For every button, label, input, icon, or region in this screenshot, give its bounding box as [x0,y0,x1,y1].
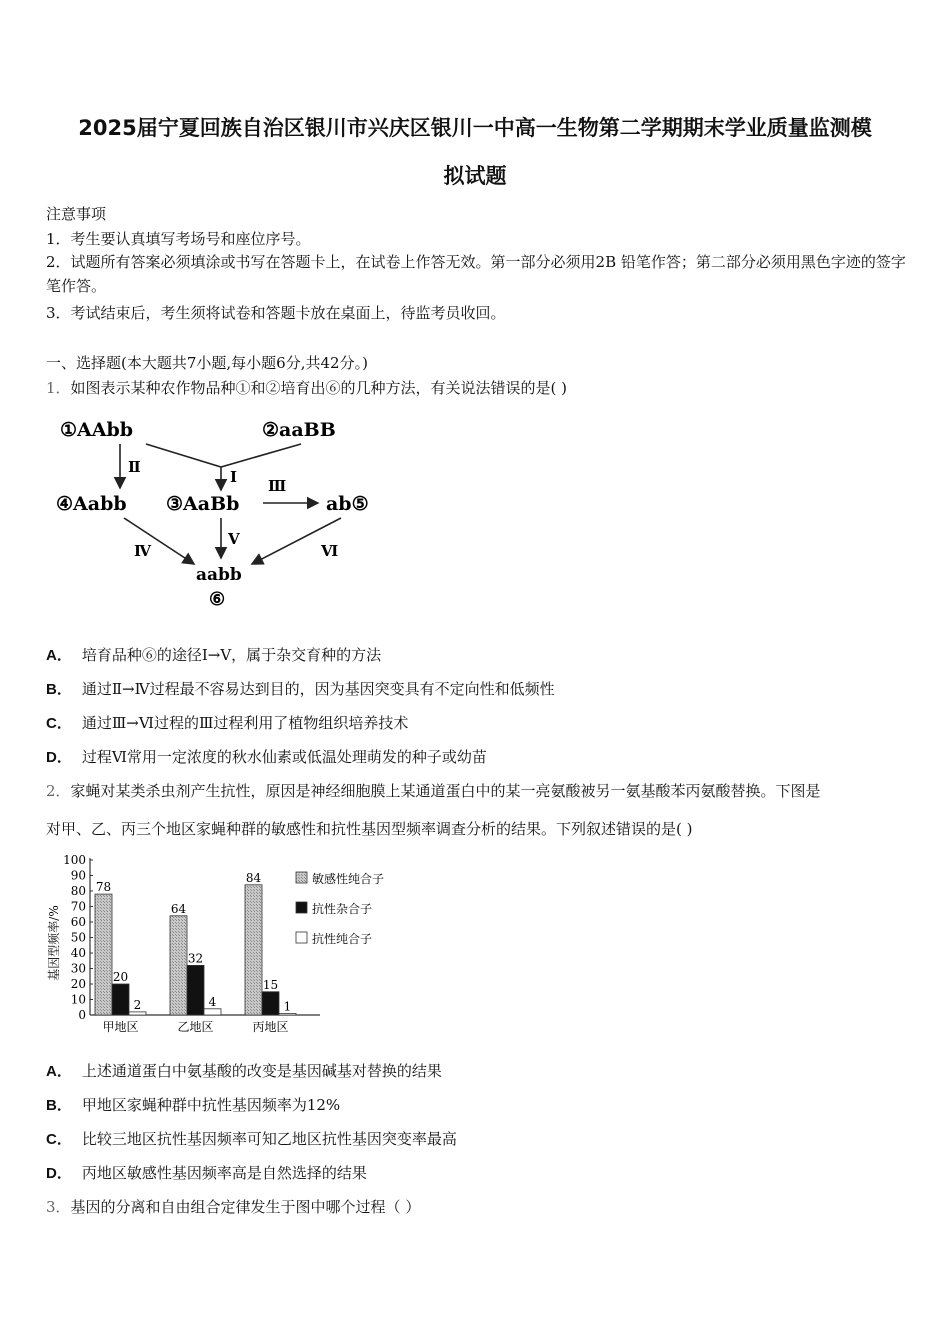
node-4: ④Aabb [56,493,127,515]
node-3: ③AaBb [166,493,240,515]
bar-value-label: 4 [208,994,217,1009]
q1-option-b-key: B． [46,681,72,698]
node-1: ①AAbb [60,419,134,441]
notice-item-2: 2．试题所有答案必须填涂或书写在答题卡上，在试卷上作答无效。第一部分必须用2B 铅笔作答；第二部分必须用黑色字迹的签字笔作答。 [46,253,906,295]
notice-item-1: 1．考生要认真填写考场号和座位序号。 [46,230,311,248]
q2-option-c[interactable] [46,1128,457,1149]
notice-heading: 注意事项 [46,205,107,223]
legend-label: 抗性杂合子 [312,902,373,916]
bar [245,885,262,1015]
label-II: Ⅱ [128,458,141,476]
question-1-text: 如图表示某种农作物品种①和②培育出⑥的几种方法，有关说法错误的是( ) [70,379,568,397]
q1-option-c-text: 通过Ⅲ→Ⅵ过程的Ⅲ过程利用了植物组织培养技术 [81,714,409,732]
node-6-number: ⑥ [209,589,226,610]
bar [262,992,279,1015]
q1-option-d[interactable] [46,746,487,767]
question-1-stem [46,377,567,398]
y-axis-label: 基因型频率/% [47,905,61,981]
cross-lines [146,444,301,467]
question-2-number: 2． [46,782,71,800]
bar-value-label: 64 [170,901,187,916]
y-tick-label: 70 [70,899,86,914]
x-category-label: 丙地区 [252,1020,289,1034]
q2-option-d-key: D． [46,1165,72,1182]
y-tick-label: 100 [63,853,86,867]
q1-option-b[interactable] [46,678,555,699]
question-3-number: 3． [46,1198,71,1216]
bar [170,916,187,1015]
q1-option-a[interactable] [46,644,381,665]
q1-option-d-text: 过程Ⅵ常用一定浓度的秋水仙素或低温处理萌发的种子或幼苗 [81,748,487,766]
node-5: ab⑤ [326,493,369,515]
legend-swatch [296,932,307,943]
q1-option-c-key: C． [46,715,72,732]
question-3-stem [46,1196,420,1217]
node-2: ②aaBB [262,419,336,441]
y-tick-label: 10 [70,992,86,1007]
q2-option-d[interactable] [46,1162,367,1183]
x-category-label: 乙地区 [177,1020,214,1034]
label-I: Ⅰ [230,468,238,486]
q2-option-a-key: A． [46,1063,72,1080]
x-category-label: 甲地区 [102,1020,139,1034]
bar-value-label: 84 [245,870,262,885]
question-3-text: 基因的分离和自由组合定律发生于图中哪个过程（ ） [70,1198,421,1216]
q1-option-b-text: 通过Ⅱ→Ⅳ过程最不容易达到目的，因为基因突变具有不定向性和低频性 [81,680,555,698]
breeding-diagram [56,412,386,612]
bar [187,965,204,1015]
legend-label: 抗性纯合子 [312,932,373,946]
exam-title-line1: 2025届宁夏回族自治区银川市兴庆区银川一中高一生物第二学期期末学业质量监测模 [78,116,872,140]
q2-option-a-text: 上述通道蛋白中氨基酸的改变是基因碱基对替换的结果 [81,1062,442,1080]
exam-title-line2: 拟试题 [443,164,507,188]
label-V: Ⅴ [228,530,240,548]
q2-option-c-key: C． [46,1131,72,1148]
y-tick-label: 20 [70,977,86,991]
bar [204,1009,221,1015]
label-III: Ⅲ [268,477,287,495]
q1-option-c[interactable] [46,712,408,733]
bar-value-label: 2 [133,997,142,1012]
legend-swatch [296,902,307,913]
q2-option-a[interactable] [46,1060,442,1081]
node-6-genotype: aabb [196,565,242,585]
q2-option-b-text: 甲地区家蝇种群中抗性基因频率为12% [81,1096,341,1114]
y-tick-label: 40 [70,946,86,960]
bar [95,894,112,1015]
q1-option-d-key: D． [46,749,72,766]
y-tick-label: 0 [78,1008,86,1022]
q2-option-b-key: B． [46,1097,72,1114]
q1-option-a-text: 培育品种⑥的途径Ⅰ→Ⅴ，属于杂交育种的方法 [81,646,382,664]
legend-label: 敏感性纯合子 [312,872,385,886]
question-1-number: 1． [46,379,71,397]
y-tick-label: 80 [70,884,86,898]
q1-option-a-key: A． [46,647,72,664]
bar-value-label: 32 [187,951,204,966]
bar-value-label: 78 [95,880,112,895]
bar [129,1012,146,1015]
bar [279,1013,296,1015]
label-IV: Ⅳ [134,542,152,560]
question-2-text-1: 家蝇对某类杀虫剂产生抗性，原因是神经细胞膜上某通道蛋白中的某一亮氨酸被另一氨基酸苯丙氨酸替换。下图是 [70,782,821,800]
genotype-frequency-chart [44,848,404,1038]
notice-item-3: 3．考试结束后，考生须将试卷和答题卡放在桌面上，待监考员收回。 [46,304,506,322]
q2-option-b[interactable] [46,1094,340,1115]
question-2-stem-line1 [46,780,821,801]
bar [112,984,129,1015]
section-heading: 一、选择题(本大题共7小题,每小题6分,共42分。) [46,354,368,372]
question-2-stem-line2: 对甲、乙、丙三个地区家蝇种群的敏感性和抗性基因型频率调查分析的结果。下列叙述错误的是( ) [46,820,693,838]
bar-value-label: 15 [262,977,279,992]
y-tick-label: 60 [70,915,86,929]
legend-swatch [296,872,307,883]
bar-value-label: 1 [283,999,292,1014]
y-tick-label: 30 [70,961,86,976]
y-tick-label: 50 [70,930,86,945]
bar-value-label: 20 [112,970,129,984]
q2-option-d-text: 丙地区敏感性基因频率高是自然选择的结果 [81,1164,367,1182]
q2-option-c-text: 比较三地区抗性基因频率可知乙地区抗性基因突变率最高 [81,1130,457,1148]
label-VI: Ⅵ [321,542,339,560]
y-tick-label: 90 [70,868,86,883]
